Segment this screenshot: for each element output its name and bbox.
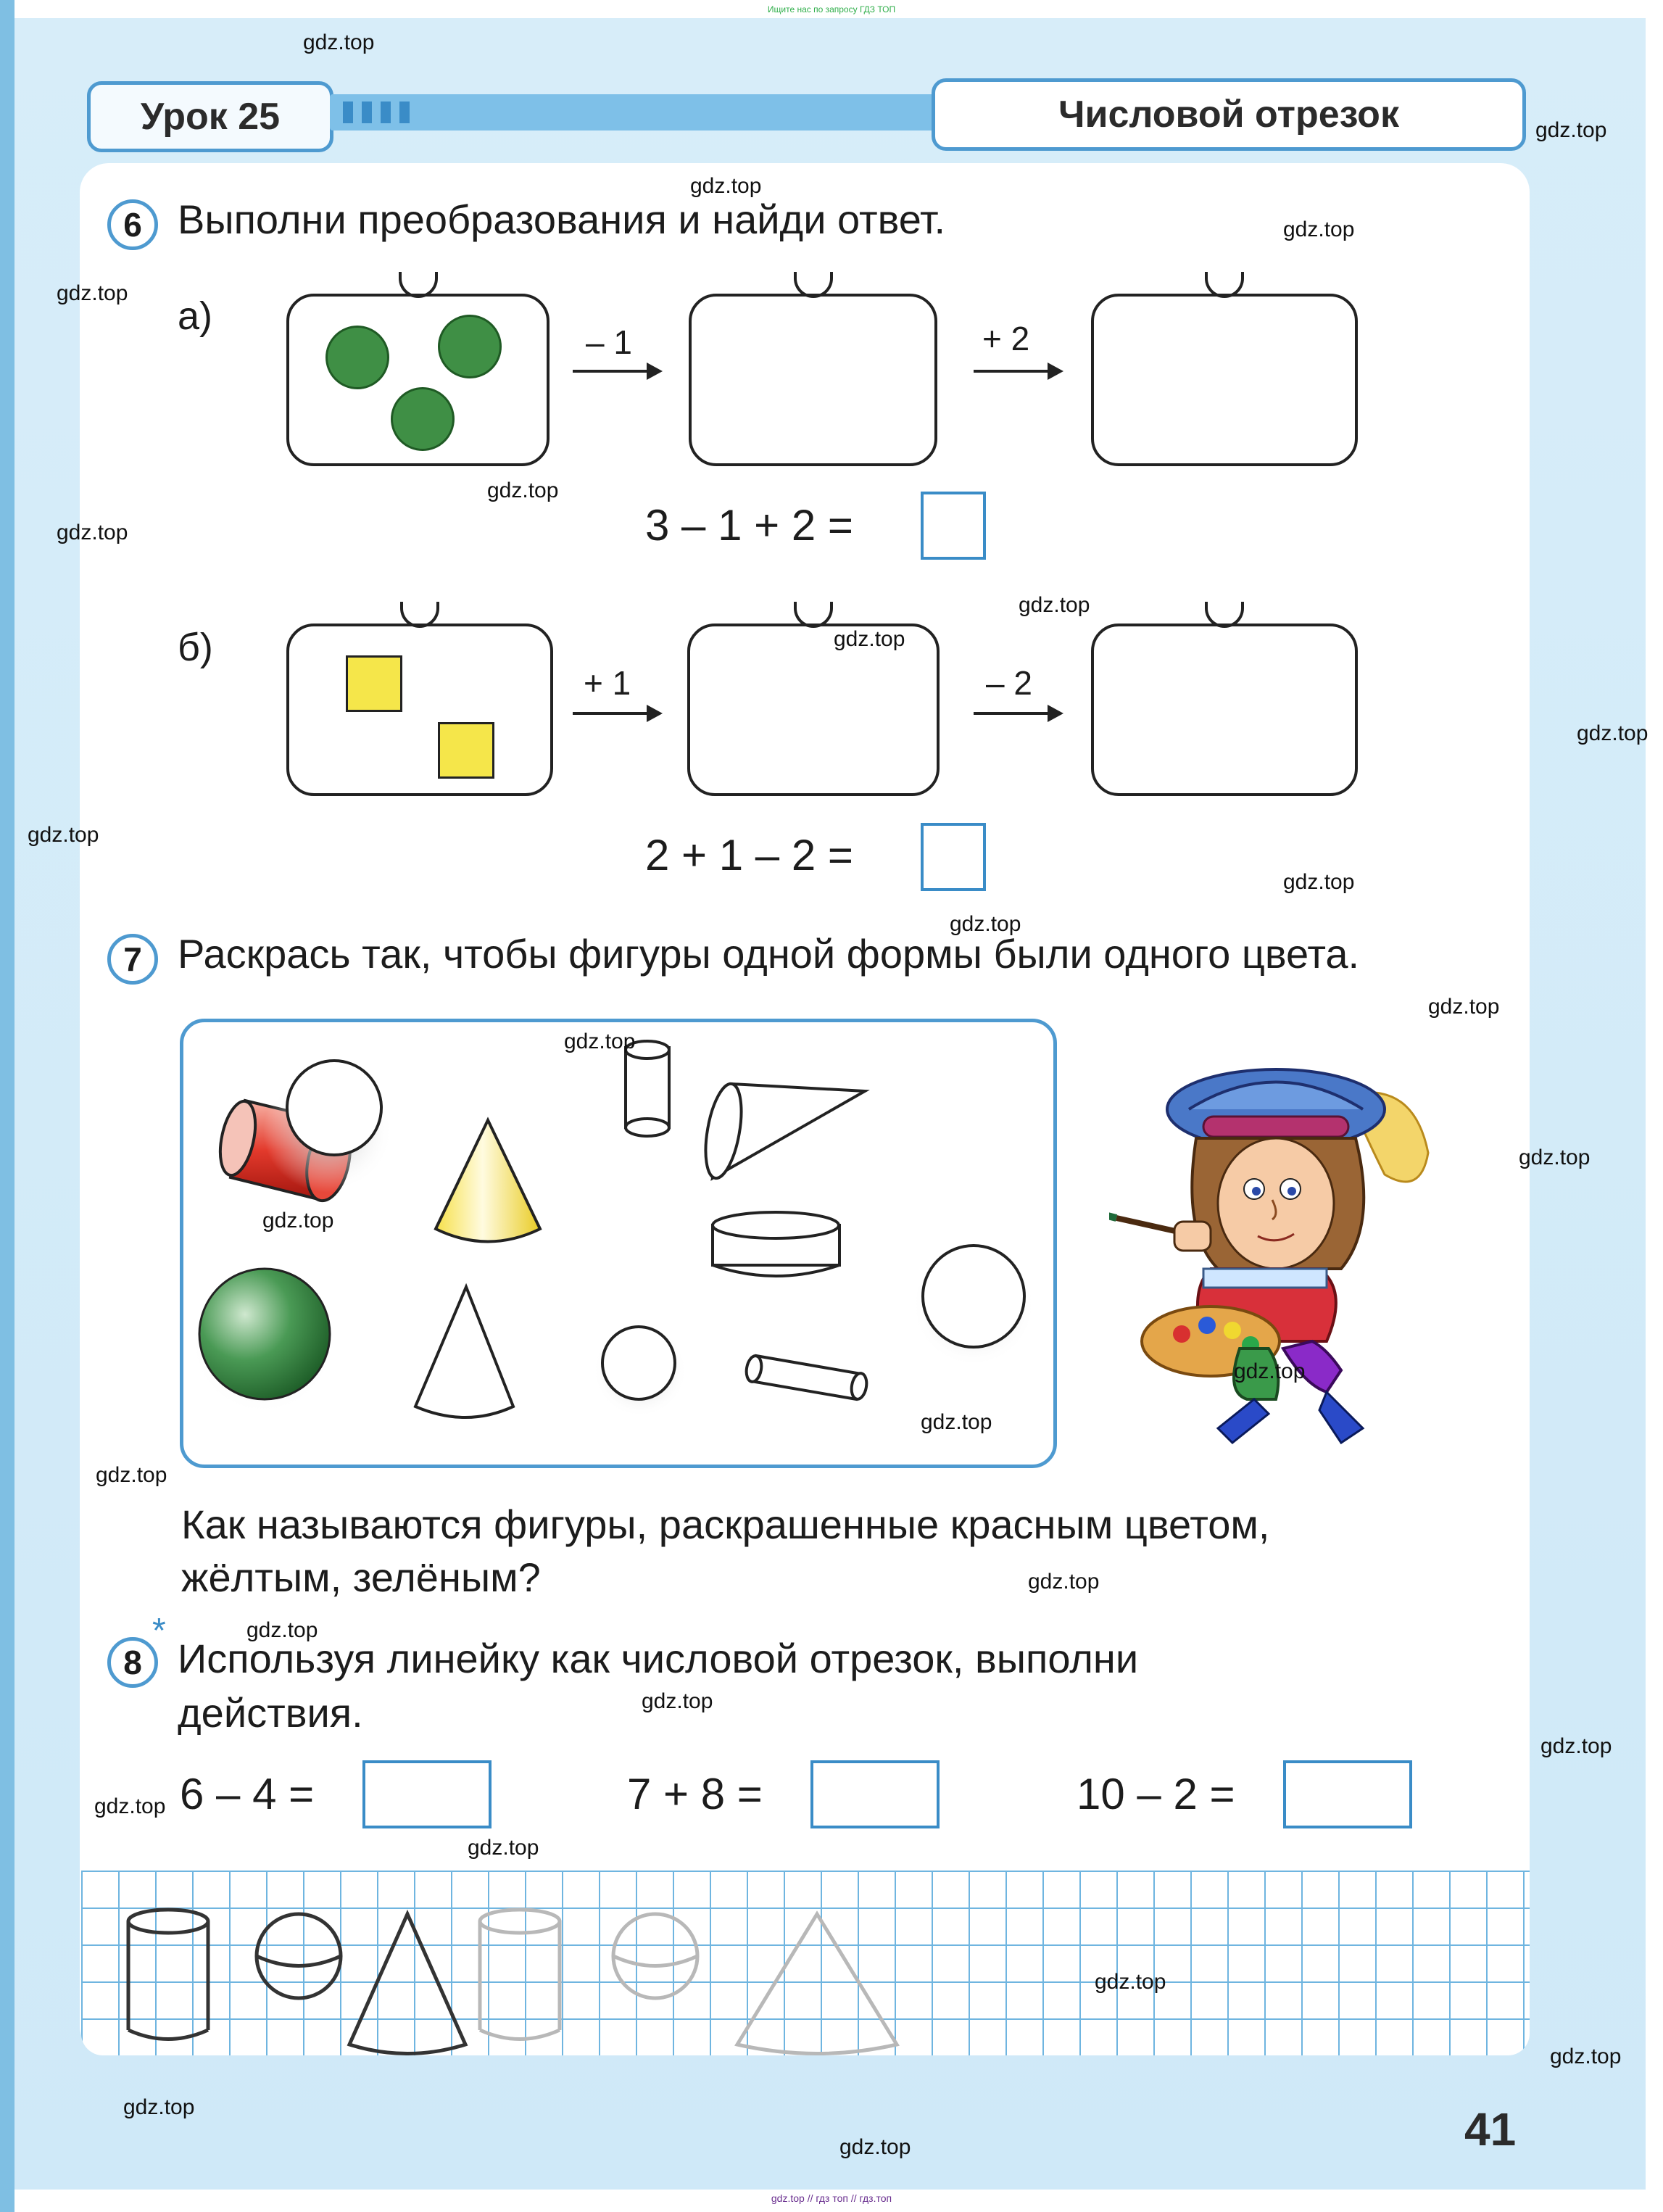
watermark: gdz.top xyxy=(839,2135,911,2159)
task-7-question-line1: Как называются фигуры, раскрашенные красным цветом, xyxy=(181,1501,1270,1547)
op-minus-1: – 1 xyxy=(586,323,632,361)
answer-box-8-1[interactable] xyxy=(362,1760,492,1828)
op-plus-2: + 2 xyxy=(982,320,1030,357)
op-plus-1: + 1 xyxy=(584,664,631,702)
frame-hook xyxy=(1205,602,1244,628)
equation-8-3: 10 – 2 = xyxy=(1077,1770,1235,1818)
yellow-square xyxy=(438,722,494,779)
answer-box-8-3[interactable] xyxy=(1283,1760,1412,1828)
yellow-cone[interactable] xyxy=(436,1120,540,1245)
green-circle xyxy=(325,326,389,389)
watermark: gdz.top xyxy=(1028,1570,1100,1594)
white-cone[interactable] xyxy=(415,1287,513,1417)
tracing-shapes xyxy=(81,1871,1530,2055)
watermark: gdz.top xyxy=(57,281,128,305)
topic-title: Числовой отрезок xyxy=(932,78,1526,151)
task-7-question-line2: жёлтым, зелёным? xyxy=(181,1554,541,1600)
green-circle xyxy=(438,315,502,378)
watermark: gdz.top xyxy=(246,1618,318,1642)
task-7-text: Раскрась так, чтобы фигуры одной формы были одного цвета. xyxy=(178,931,1360,977)
task-8-text-line1: Используя линейку как числовой отрезок, выполни xyxy=(178,1636,1139,1681)
task-7-number: 7 xyxy=(107,934,158,985)
arrow-right-icon xyxy=(573,370,660,373)
bottom-note: gdz.top // гдз топ // гдз.топ xyxy=(771,2192,892,2204)
watermark: gdz.top xyxy=(1095,1970,1166,1994)
answer-box-a[interactable] xyxy=(921,492,986,560)
header-bar xyxy=(330,94,946,131)
task-8-number: 8 xyxy=(107,1637,158,1688)
watermark: gdz.top xyxy=(921,1410,992,1434)
frame-a-start xyxy=(286,294,550,466)
frame-b-start xyxy=(286,624,553,796)
header-stripe xyxy=(343,102,353,123)
equation-8-1: 6 – 4 = xyxy=(180,1770,315,1818)
shapes-frame xyxy=(180,1019,1057,1468)
watermark: gdz.top xyxy=(94,1794,166,1818)
arrow-right-icon xyxy=(974,370,1061,373)
yellow-square xyxy=(346,655,402,712)
answer-box-b[interactable] xyxy=(921,823,986,891)
sample-shapes xyxy=(128,1910,465,2054)
watermark: gdz.top xyxy=(564,1030,636,1053)
watermark: gdz.top xyxy=(303,30,375,54)
watermark: gdz.top xyxy=(642,1689,713,1713)
op-minus-2: – 2 xyxy=(986,664,1032,702)
page-number: 41 xyxy=(1464,2103,1517,2155)
shapes-illustration xyxy=(183,1022,1053,1465)
flat-cylinder[interactable] xyxy=(713,1212,839,1276)
watermark: gdz.top xyxy=(690,174,762,198)
watermark: gdz.top xyxy=(1283,218,1355,241)
header-stripe xyxy=(381,102,391,123)
lesson-label: Урок 25 xyxy=(87,81,333,152)
frame-hook xyxy=(1205,272,1244,298)
lying-cone[interactable] xyxy=(700,1081,865,1181)
watermark: gdz.top xyxy=(487,479,559,502)
watermark: gdz.top xyxy=(1540,1734,1612,1758)
frame-a-middle[interactable] xyxy=(689,294,937,466)
right-white-ball[interactable] xyxy=(912,1243,1035,1367)
equation-b: 2 + 1 – 2 = xyxy=(645,831,853,879)
header-stripe xyxy=(362,102,372,123)
frame-a-end[interactable] xyxy=(1091,294,1358,466)
small-cylinder[interactable] xyxy=(626,1041,669,1136)
page-left-margin xyxy=(0,0,14,2212)
green-circle xyxy=(391,387,455,451)
frame-hook xyxy=(399,272,438,298)
arrow-right-icon xyxy=(974,712,1061,715)
frame-hook xyxy=(794,602,833,628)
arrow-right-icon xyxy=(573,712,660,715)
task-6b-label: б) xyxy=(178,626,213,669)
equation-8-2: 7 + 8 = xyxy=(627,1770,763,1818)
frame-hook xyxy=(400,602,439,628)
white-ball[interactable] xyxy=(263,1061,394,1193)
watermark: gdz.top xyxy=(28,823,99,847)
trace-shapes xyxy=(480,1910,897,2054)
watermark: gdz.top xyxy=(468,1836,539,1860)
watermark: gdz.top xyxy=(1019,593,1090,617)
watermark: gdz.top xyxy=(262,1209,334,1233)
equation-a: 3 – 1 + 2 = xyxy=(645,501,853,550)
watermark: gdz.top xyxy=(1577,721,1649,745)
watermark: gdz.top xyxy=(1519,1146,1591,1169)
watermark: gdz.top xyxy=(96,1463,167,1487)
watermark: gdz.top xyxy=(1550,2045,1622,2068)
header-stripe xyxy=(399,102,410,123)
task-6-number: 6 xyxy=(107,199,158,250)
top-note: Ищите нас по запросу ГДЗ ТОП xyxy=(767,4,896,15)
thin-cylinder[interactable] xyxy=(745,1355,868,1401)
watermark: gdz.top xyxy=(1234,1359,1306,1383)
green-ball[interactable] xyxy=(191,1269,336,1414)
watermark: gdz.top xyxy=(1428,995,1500,1019)
task-6a-label: а) xyxy=(178,294,213,338)
small-white-ball[interactable] xyxy=(593,1323,687,1417)
answer-box-8-2[interactable] xyxy=(810,1760,940,1828)
watermark: gdz.top xyxy=(834,627,905,651)
watermark: gdz.top xyxy=(950,912,1021,936)
painter-boy-illustration xyxy=(1109,1051,1486,1457)
watermark: gdz.top xyxy=(1283,870,1355,894)
watermark: gdz.top xyxy=(57,521,128,544)
frame-hook xyxy=(794,272,833,298)
watermark: gdz.top xyxy=(123,2095,195,2119)
task-8-text-line2: действия. xyxy=(178,1690,363,1736)
watermark: gdz.top xyxy=(1535,118,1607,142)
tracing-grid[interactable] xyxy=(81,1871,1530,2055)
frame-b-end[interactable] xyxy=(1091,624,1358,796)
task-6-text: Выполни преобразования и найди ответ. xyxy=(178,196,945,242)
asterisk-icon: * xyxy=(152,1612,166,1650)
